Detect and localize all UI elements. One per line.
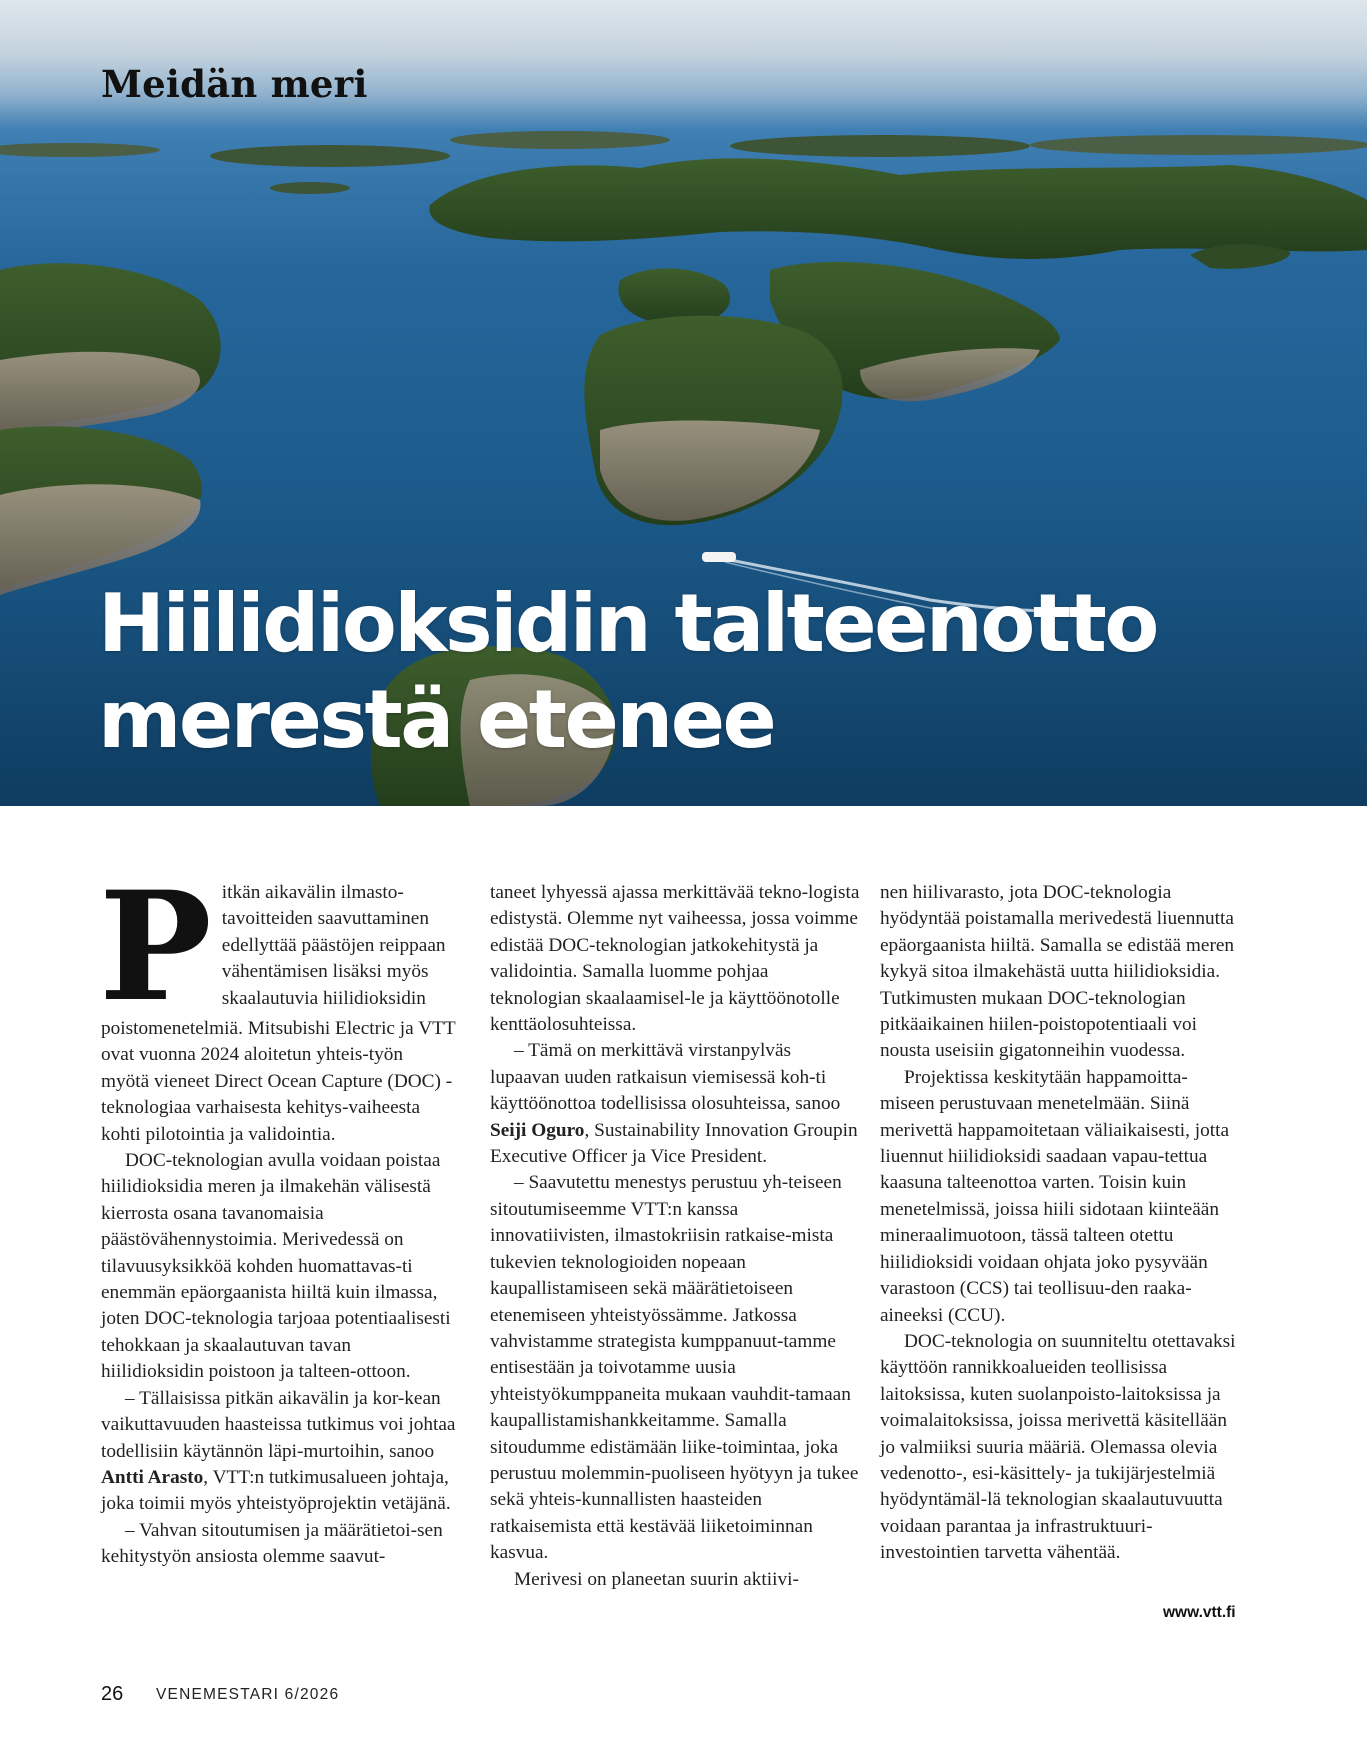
headline-line-2: merestä etenee <box>98 673 775 766</box>
quote-text: , Sustainability Innovation Groupin Executive Officer ja Vice President. <box>490 1119 858 1168</box>
publication-issue: VENEMESTARI 6/2026 <box>156 1686 340 1703</box>
person-name: Antti Arasto <box>101 1466 204 1488</box>
opening-line-3: edellyttää päästöjen reippaan <box>221 934 446 956</box>
quote-paragraph: – Saavutettu menestys perustuu yh-teiseen sitoutumiseemme VTT:n kanssa innovatiivisten, ilmastokriisin ratkaise-mista tukevien teknologioiden nopeaan kaupallistamiseen sekä määrätietoiseen etenemiseen yhteistyössämme. Jatkossa vahvistamme strategista kumppanuut-tamme entisestään ja toivotamme uusia yhteistyökumppaneita mukaan vauhdit-tamaan kaupallistamishankkeitamme. Samalla sitoudumme edistämään liike-toimintaa, joka perustuu molemmin-puoliseen hyötyyn ja tukee sekä yhteis-kunnallisten haasteiden ratkaisemista että kestävää liiketoiminnan kasvua. <box>490 1172 859 1564</box>
quote-text: – Tämä on merkittävä virstanpylväs lupaavan uuden ratkaisun viemisessä koh-ti käyttöönottoa todellisissa olosuhteissa, sanoo <box>490 1040 841 1115</box>
headline-line-1: Hiilidioksidin talteenotto <box>98 577 1157 670</box>
article-column-1 <box>99 859 456 1571</box>
paragraph: poistomenetelmiä. Mitsubishi Electric ja VTT ovat vuonna 2024 aloitetun yhteis-työn myötä vieneet Direct Ocean Capture (DOC) -teknologiaa varhaisesta kehitys-vaiheesta kohti pilotointia ja validointia. <box>101 1018 456 1145</box>
paragraph: DOC-teknologia on suunniteltu otettavaksi käyttöön rannikkoalueiden teollisissa laitoksissa, kuten suolanpoisto-laitoksissa ja voimalaitoksissa, joissa merivettä käsitellään jo valmiiksi suuria määriä. Olemassa olevia vedenotto-, esi-käsittely- ja tukijärjestelmiä hyödyntämäl-lä teknologian skaalautuvuutta voidaan parantaa ja infrastruktuuri-investointien tarvetta vähentää. <box>880 1330 1236 1564</box>
article-column-3 <box>880 880 1240 1567</box>
drop-cap: P <box>99 859 212 1035</box>
hero-photo <box>0 0 1367 806</box>
quote-text: , VTT:n tutkimusalueen johtaja, joka toimii myös yhteistyöprojektin vetäjänä. <box>101 1466 451 1515</box>
paragraph: taneet lyhyessä ajassa merkittävää tekno-logista edistystä. Olemme nyt vaiheessa, jossa voimme edistää DOC-teknologian jatkokehitystä ja validointia. Samalla luomme pohjaa teknologian skaalaamisel-le ja käyttöönotolle kenttäolosuhteissa. <box>490 882 860 1036</box>
headline <box>98 576 1157 768</box>
paragraph: nen hiilivarasto, jota DOC-teknologia hyödyntää poistamalla merivedestä liuennutta epäorgaanista hiiltä. Samalla se edistää meren kykyä sitoa ilmakehästä uutta hiilidioksidia. Tutkimusten mukaan DOC-teknologian pitkäaikainen hiilen-poistopotentiaali voi nousta useisiin gigatonneihin vuodessa. <box>880 882 1235 1062</box>
paragraph: Merivesi on planeetan suurin aktiivi- <box>514 1568 799 1590</box>
opening-line-1: itkän aikavälin ilmasto- <box>221 882 404 903</box>
boat-icon <box>702 552 736 562</box>
source-link[interactable]: www.vtt.fi <box>1163 1604 1236 1621</box>
article-column-2 <box>490 880 860 1593</box>
quote-text: – Tällaisissa pitkän aikavälin ja kor-kean vaikuttavuuden haasteissa tutkimus voi johtaa todellisiin käytännön läpi-murtoihin, sanoo <box>101 1387 456 1462</box>
quote-paragraph: – Vahvan sitoutumisen ja määrätietoi-sen kehitystyön ansiosta olemme saavut- <box>101 1519 443 1568</box>
paragraph: DOC-teknologian avulla voidaan poistaa hiilidioksidia meren ja ilmakehän välisestä kierrosta osana tavanomaisia päästövähennystoimia. Merivedessä on tilavuusyksikköä kohden huomattavas-ti enemmän epäorgaanista hiiltä kuin ilmassa, joten DOC-teknologia tarjoaa potentiaalisesti tehokkaan ja skaalautuvan tavan hiilidioksidin poistoon ja talteen-ottoon. <box>101 1150 451 1383</box>
page-number: 26 <box>101 1683 124 1705</box>
section-label: Meidän meri <box>101 62 368 106</box>
paragraph: Projektissa keskitytään happamoitta-miseen perustuvaan menetelmään. Siinä merivettä happamoitetaan väliaikaisesti, jotta liuennut hiilidioksidi saadaan vapau-tettua kaasuna talteenottoa varten. Toisin kuin menetelmissä, joissa hiili sidotaan kiinteään mineraalimuotoon, tässä talteen otettu hiilidioksidi voidaan ohjata joko pysyvään varastoon (CCS) tai teollisuu-den raaka-aineeksi (CCU). <box>880 1066 1230 1326</box>
opening-line-2: tavoitteiden saavuttaminen <box>221 908 430 930</box>
quote-paragraph <box>490 1038 860 1170</box>
opening-line-5: skaalautuvia hiilidioksidin <box>221 987 426 1009</box>
person-name: Seiji Oguro <box>490 1119 585 1141</box>
quote-paragraph <box>101 1386 456 1518</box>
opening-line-4: vähentämisen lisäksi myös <box>221 961 429 983</box>
